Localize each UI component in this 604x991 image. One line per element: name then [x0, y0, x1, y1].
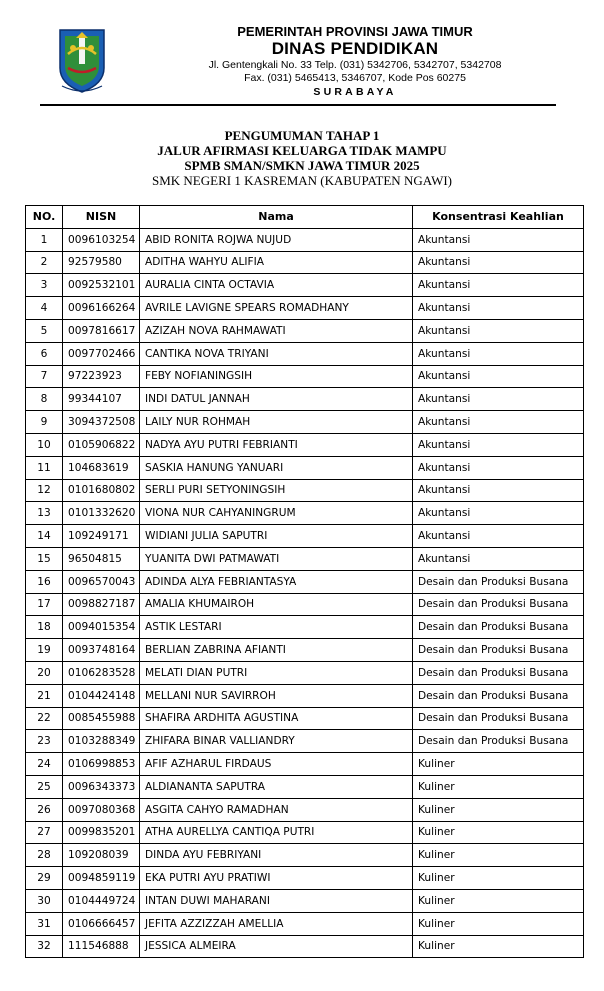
row-konsentrasi: Desain dan Produksi Busana [413, 639, 584, 662]
row-nama: DINDA AYU FEBRIYANI [140, 844, 413, 867]
row-konsentrasi: Akuntansi [413, 228, 584, 251]
row-number: 9 [26, 411, 63, 434]
row-konsentrasi: Kuliner [413, 912, 584, 935]
row-konsentrasi: Desain dan Produksi Busana [413, 707, 584, 730]
row-nisn: 104683619 [63, 456, 140, 479]
row-number: 1 [26, 228, 63, 251]
table-row [26, 547, 584, 570]
student-table [25, 205, 584, 958]
row-nisn: 96504815 [63, 547, 140, 570]
announcement-title [0, 128, 604, 189]
row-konsentrasi: Kuliner [413, 867, 584, 890]
table-row [26, 867, 584, 890]
row-konsentrasi: Akuntansi [413, 411, 584, 434]
row-nisn: 0094015354 [63, 616, 140, 639]
row-nama: AMALIA KHUMAIROH [140, 593, 413, 616]
agency-name: DINAS PENDIDIKAN [271, 39, 439, 58]
row-nama: JEFITA AZZIZZAH AMELLIA [140, 912, 413, 935]
row-konsentrasi: Kuliner [413, 798, 584, 821]
table-row [26, 684, 584, 707]
table-row [26, 730, 584, 753]
row-nama: AZIZAH NOVA RAHMAWATI [140, 319, 413, 342]
row-nama: LAILY NUR ROHMAH [140, 411, 413, 434]
table-header-row [26, 206, 584, 229]
row-number: 6 [26, 342, 63, 365]
table-row [26, 342, 584, 365]
header-nisn: NISN [63, 206, 140, 229]
row-nisn: 0094859119 [63, 867, 140, 890]
row-nama: JESSICA ALMEIRA [140, 935, 413, 958]
row-nama: INTAN DUWI MAHARANI [140, 889, 413, 912]
row-number: 29 [26, 867, 63, 890]
row-nisn: 99344107 [63, 388, 140, 411]
row-konsentrasi: Kuliner [413, 753, 584, 776]
row-nama: INDI DATUL JANNAH [140, 388, 413, 411]
row-nama: BERLIAN ZABRINA AFIANTI [140, 639, 413, 662]
row-nisn: 0106283528 [63, 661, 140, 684]
table-row [26, 889, 584, 912]
table-row [26, 821, 584, 844]
row-number: 31 [26, 912, 63, 935]
row-nisn: 0099835201 [63, 821, 140, 844]
row-number: 8 [26, 388, 63, 411]
row-nisn: 109249171 [63, 525, 140, 548]
row-number: 24 [26, 753, 63, 776]
header-konsentrasi: Konsentrasi Keahlian [413, 206, 584, 229]
row-nama: SERLI PURI SETYONINGSIH [140, 479, 413, 502]
row-number: 22 [26, 707, 63, 730]
row-number: 25 [26, 775, 63, 798]
row-number: 23 [26, 730, 63, 753]
row-nama: ABID RONITA ROJWA NUJUD [140, 228, 413, 251]
row-number: 27 [26, 821, 63, 844]
row-nisn: 0106666457 [63, 912, 140, 935]
row-number: 11 [26, 456, 63, 479]
row-nama: ALDIANANTA SAPUTRA [140, 775, 413, 798]
row-konsentrasi: Kuliner [413, 775, 584, 798]
row-nama: NADYA AYU PUTRI FEBRIANTI [140, 433, 413, 456]
row-number: 3 [26, 274, 63, 297]
row-nisn: 0093748164 [63, 639, 140, 662]
table-row [26, 570, 584, 593]
row-konsentrasi: Kuliner [413, 821, 584, 844]
row-nisn: 0096166264 [63, 297, 140, 320]
row-nama: ADINDA ALYA FEBRIANTASYA [140, 570, 413, 593]
row-konsentrasi: Akuntansi [413, 502, 584, 525]
row-number: 26 [26, 798, 63, 821]
row-nisn: 97223923 [63, 365, 140, 388]
row-number: 7 [26, 365, 63, 388]
row-nisn: 0101680802 [63, 479, 140, 502]
row-number: 21 [26, 684, 63, 707]
row-number: 30 [26, 889, 63, 912]
row-konsentrasi: Desain dan Produksi Busana [413, 570, 584, 593]
row-nisn: 0096103254 [63, 228, 140, 251]
row-number: 32 [26, 935, 63, 958]
row-number: 19 [26, 639, 63, 662]
table-row [26, 365, 584, 388]
row-konsentrasi: Akuntansi [413, 251, 584, 274]
row-nisn: 0106998853 [63, 753, 140, 776]
row-nisn: 0104424148 [63, 684, 140, 707]
row-nisn: 109208039 [63, 844, 140, 867]
row-nisn: 0103288349 [63, 730, 140, 753]
row-number: 17 [26, 593, 63, 616]
row-nama: CANTIKA NOVA TRIYANI [140, 342, 413, 365]
header-no: NO. [26, 206, 63, 229]
row-nisn: 0096570043 [63, 570, 140, 593]
row-nama: AVRILE LAVIGNE SPEARS ROMADHANY [140, 297, 413, 320]
table-row [26, 433, 584, 456]
row-nama: MELATI DIAN PUTRI [140, 661, 413, 684]
row-nama: SASKIA HANUNG YANUARI [140, 456, 413, 479]
table-row [26, 502, 584, 525]
title-line-2: JALUR AFIRMASI KELUARGA TIDAK MAMPU [157, 143, 447, 158]
row-konsentrasi: Desain dan Produksi Busana [413, 593, 584, 616]
row-number: 15 [26, 547, 63, 570]
government-name: PEMERINTAH PROVINSI JAWA TIMUR [237, 24, 473, 39]
row-nama: ZHIFARA BINAR VALLIANDRY [140, 730, 413, 753]
address-line: Jl. Gentengkali No. 33 Telp. (031) 5342706, 5342707, 5342708 [208, 59, 502, 71]
row-nama: FEBY NOFIANINGSIH [140, 365, 413, 388]
row-nama: YUANITA DWI PATMAWATI [140, 547, 413, 570]
table-body [26, 228, 584, 958]
row-konsentrasi: Akuntansi [413, 342, 584, 365]
table-row [26, 297, 584, 320]
row-konsentrasi: Akuntansi [413, 365, 584, 388]
row-konsentrasi: Kuliner [413, 935, 584, 958]
table-row [26, 844, 584, 867]
table-row [26, 616, 584, 639]
east-java-coat-of-arms-icon [56, 24, 108, 96]
row-number: 20 [26, 661, 63, 684]
table-row [26, 319, 584, 342]
letterhead [40, 18, 556, 104]
row-number: 28 [26, 844, 63, 867]
title-line-3: SPMB SMAN/SMKN JAWA TIMUR 2025 [184, 158, 420, 173]
row-number: 16 [26, 570, 63, 593]
row-nama: VIONA NUR CAHYANINGRUM [140, 502, 413, 525]
table-row [26, 411, 584, 434]
fax-line: Fax. (031) 5465413, 5346707, Kode Pos 60275 [244, 72, 466, 84]
row-nama: EKA PUTRI AYU PRATIWI [140, 867, 413, 890]
row-number: 10 [26, 433, 63, 456]
table-row [26, 912, 584, 935]
row-number: 14 [26, 525, 63, 548]
table-row [26, 479, 584, 502]
row-konsentrasi: Akuntansi [413, 274, 584, 297]
table-row [26, 798, 584, 821]
row-nama: AFIF AZHARUL FIRDAUS [140, 753, 413, 776]
title-line-1: PENGUMUMAN TAHAP 1 [224, 128, 380, 143]
row-number: 4 [26, 297, 63, 320]
row-nama: ASTIK LESTARI [140, 616, 413, 639]
row-nisn: 3094372508 [63, 411, 140, 434]
table-row [26, 228, 584, 251]
row-konsentrasi: Akuntansi [413, 547, 584, 570]
row-nama: WIDIANI JULIA SAPUTRI [140, 525, 413, 548]
table-row [26, 274, 584, 297]
row-nisn: 0097702466 [63, 342, 140, 365]
letterhead-text [180, 24, 530, 99]
row-nama: SHAFIRA ARDHITA AGUSTINA [140, 707, 413, 730]
letterhead-divider [40, 104, 556, 106]
table-row [26, 639, 584, 662]
table-row [26, 935, 584, 958]
row-nisn: 0098827187 [63, 593, 140, 616]
table-row [26, 388, 584, 411]
row-konsentrasi: Desain dan Produksi Busana [413, 661, 584, 684]
row-nama: ASGITA CAHYO RAMADHAN [140, 798, 413, 821]
row-konsentrasi: Desain dan Produksi Busana [413, 616, 584, 639]
table-row [26, 251, 584, 274]
row-number: 13 [26, 502, 63, 525]
row-nisn: 0105906822 [63, 433, 140, 456]
row-konsentrasi: Akuntansi [413, 388, 584, 411]
row-number: 5 [26, 319, 63, 342]
table-row [26, 593, 584, 616]
row-konsentrasi: Kuliner [413, 844, 584, 867]
school-name: SMK NEGERI 1 KASREMAN (KABUPATEN NGAWI) [151, 173, 452, 188]
row-nama: AURALIA CINTA OCTAVIA [140, 274, 413, 297]
row-konsentrasi: Akuntansi [413, 433, 584, 456]
table-row [26, 456, 584, 479]
row-konsentrasi: Kuliner [413, 889, 584, 912]
row-nisn: 0085455988 [63, 707, 140, 730]
row-nisn: 92579580 [63, 251, 140, 274]
row-nisn: 111546888 [63, 935, 140, 958]
row-nisn: 0097080368 [63, 798, 140, 821]
row-number: 12 [26, 479, 63, 502]
row-konsentrasi: Akuntansi [413, 456, 584, 479]
row-konsentrasi: Desain dan Produksi Busana [413, 730, 584, 753]
row-number: 2 [26, 251, 63, 274]
table-row [26, 707, 584, 730]
row-nama: ATHA AURELLYA CANTIQA PUTRI [140, 821, 413, 844]
row-konsentrasi: Akuntansi [413, 525, 584, 548]
row-konsentrasi: Desain dan Produksi Busana [413, 684, 584, 707]
city-name: SURABAYA [313, 86, 397, 98]
row-number: 18 [26, 616, 63, 639]
row-nama: MELLANI NUR SAVIRROH [140, 684, 413, 707]
row-nisn: 0096343373 [63, 775, 140, 798]
table-row [26, 525, 584, 548]
row-konsentrasi: Akuntansi [413, 319, 584, 342]
row-nisn: 0101332620 [63, 502, 140, 525]
table-row [26, 775, 584, 798]
row-konsentrasi: Akuntansi [413, 297, 584, 320]
table-row [26, 753, 584, 776]
row-konsentrasi: Akuntansi [413, 479, 584, 502]
table-row [26, 661, 584, 684]
header-nama: Nama [140, 206, 413, 229]
row-nisn: 0097816617 [63, 319, 140, 342]
row-nisn: 0104449724 [63, 889, 140, 912]
row-nisn: 0092532101 [63, 274, 140, 297]
row-nama: ADITHA WAHYU ALIFIA [140, 251, 413, 274]
